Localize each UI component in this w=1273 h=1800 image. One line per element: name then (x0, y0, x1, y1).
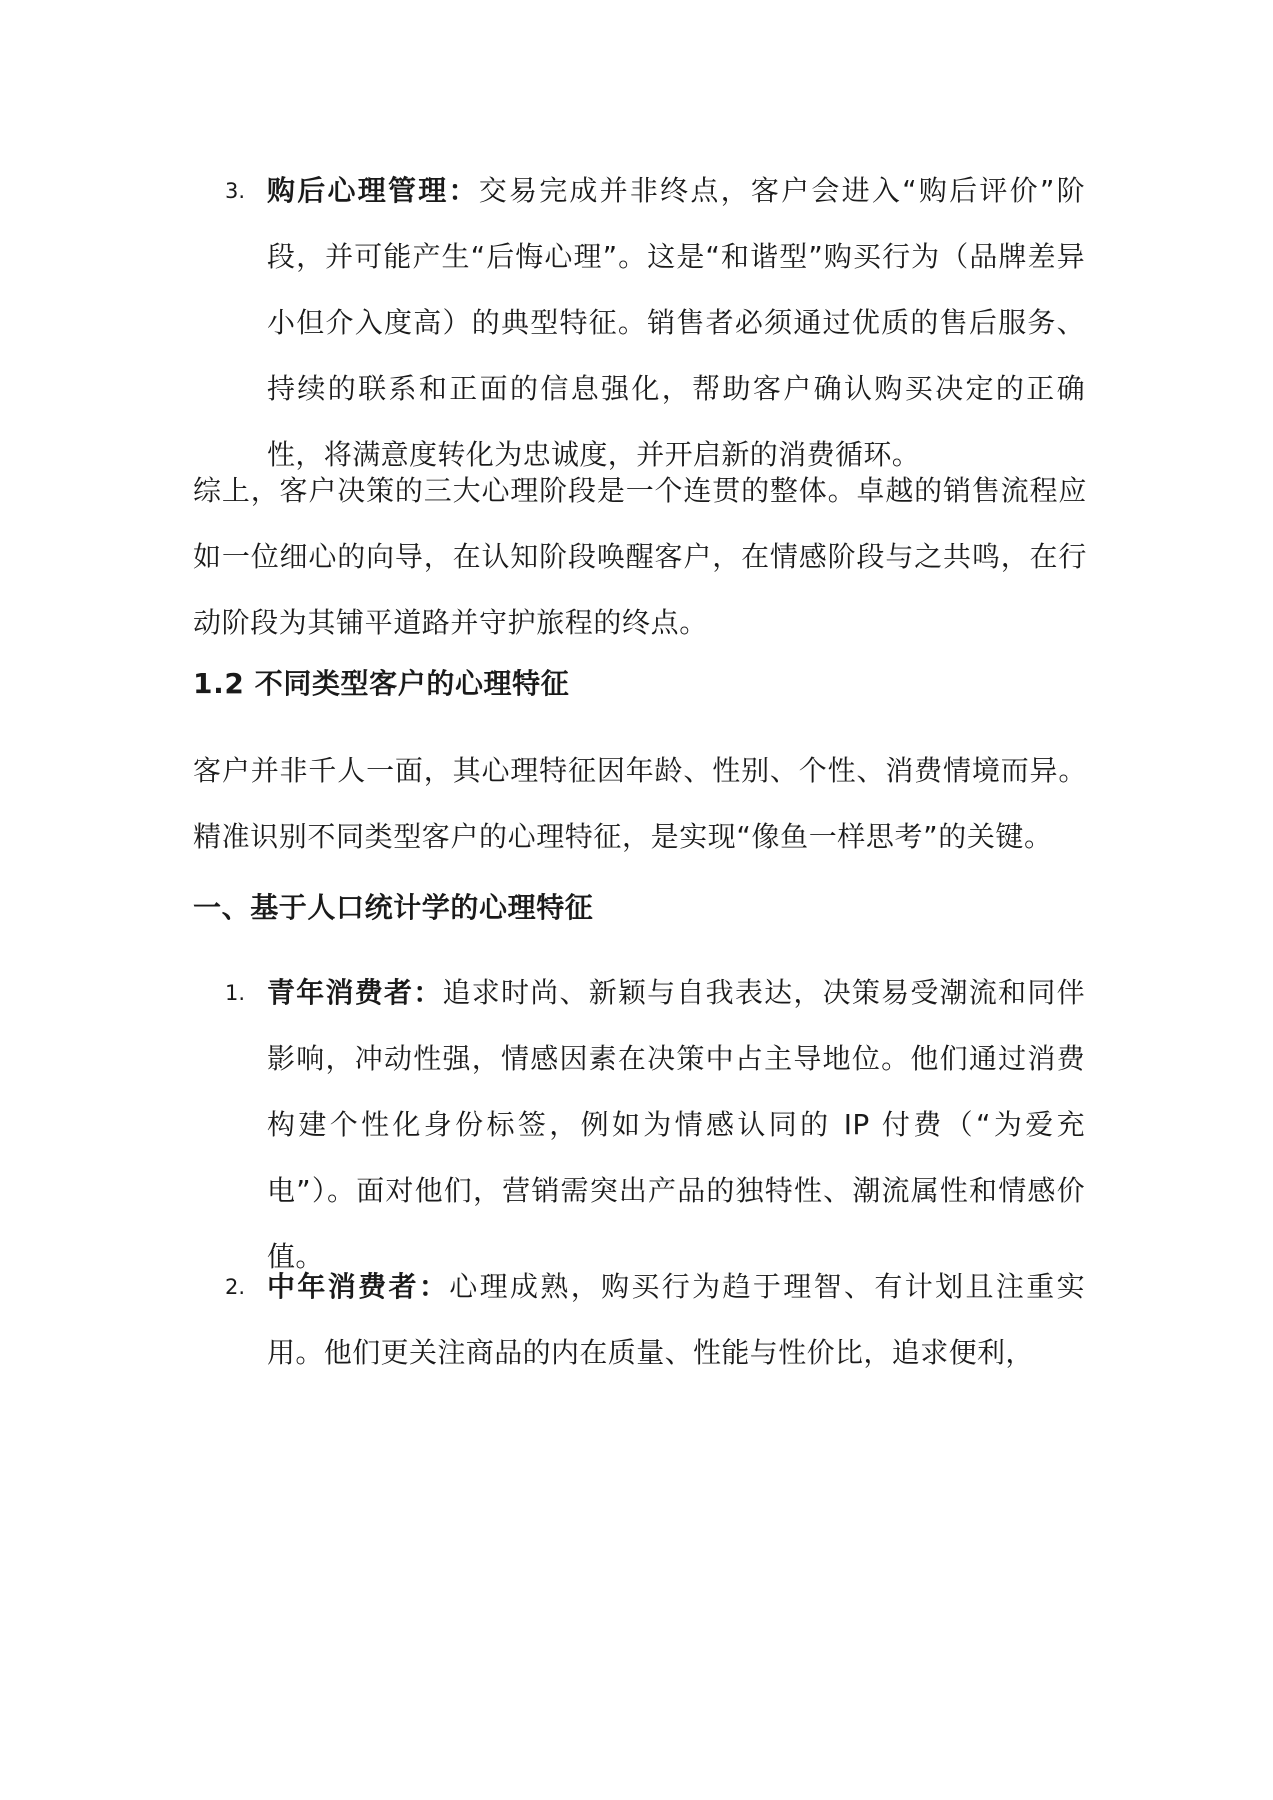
intro-paragraph: 客户并非千人一面，其心理特征因年龄、性别、个性、消费情境而异。精准识别不同类型客户的心理特征，是实现“像鱼一样思考”的关键。 (193, 754, 1087, 853)
list-item-text (267, 960, 1085, 1290)
list-item-lead: 青年消费者： (267, 976, 443, 1009)
list-number: 1. (225, 981, 246, 1005)
list-item-lead: 购后心理管理： (267, 174, 479, 207)
list-item-lead: 中年消费者： (267, 1270, 450, 1303)
list-number: 2. (225, 1275, 246, 1299)
list-item-body: 交易完成并非终点，客户会进入“购后评价”阶段，并可能产生“后悔心理”。这是“和谐型”购买行为（品牌差异小但介入度高）的典型特征。销售者必须通过优质的售后服务、持续的联系和正面的信息强化，帮助客户确认购买决定的正确性，将满意度转化为忠诚度，并开启新的消费循环。 (267, 174, 1085, 471)
section-heading: 1.2 不同类型客户的心理特征 (193, 667, 570, 700)
subsection-heading: 一、基于人口统计学的心理特征 (193, 891, 594, 924)
list-item-text (267, 1254, 1085, 1386)
list-item-body: 追求时尚、新颖与自我表达，决策易受潮流和同伴影响，冲动性强，情感因素在决策中占主导地位。他们通过消费构建个性化身份标签，例如为情感认同的 IP 付费（“为爱充电”）。面对他们，营销需突出产品的独特性、潮流属性和情感价值。 (267, 976, 1085, 1273)
list-number: 3. (225, 179, 246, 203)
list-item-body: 心理成熟，购买行为趋于理智、有计划且注重实用。他们更关注商品的内在质量、性能与性价比，追求便利， (267, 1270, 1085, 1369)
summary-paragraph: 综上，客户决策的三大心理阶段是一个连贯的整体。卓越的销售流程应如一位细心的向导，在认知阶段唤醒客户，在情感阶段与之共鸣，在行动阶段为其铺平道路并守护旅程的终点。 (193, 474, 1087, 639)
list-item-text (267, 158, 1085, 488)
